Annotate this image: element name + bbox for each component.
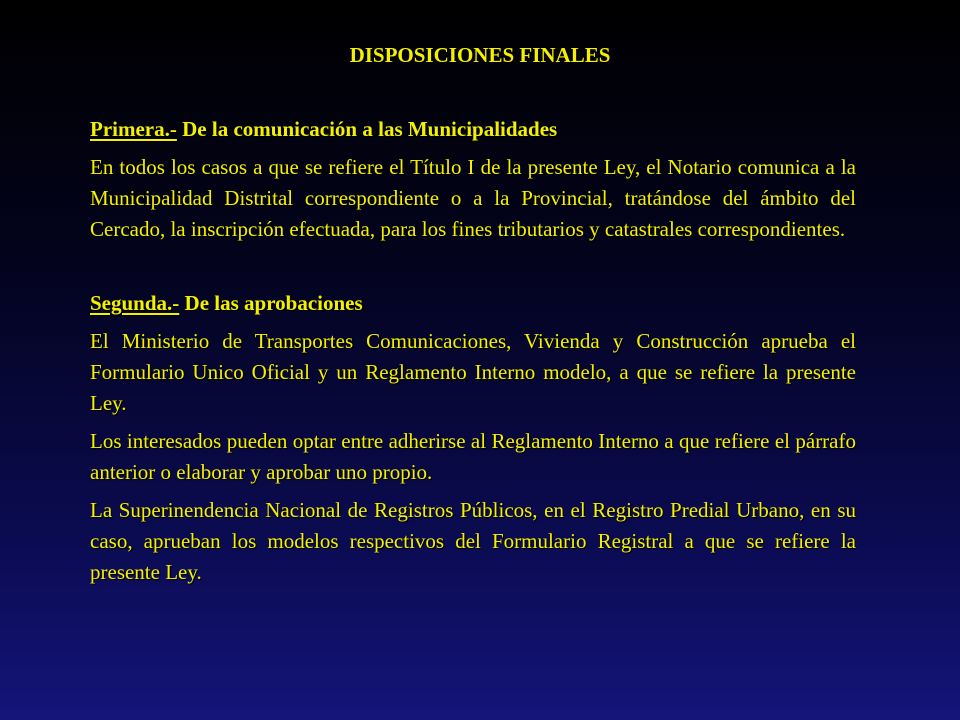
section-lead: Segunda.- (90, 291, 180, 315)
section-heading-text: De las aprobaciones (179, 291, 363, 315)
paragraph: El Ministerio de Transportes Comunicaciones, Vivienda y Construcción aprueba el Formulario Unico Oficial y un Reglamento Interno modelo, a que se refiere la presente Ley. (90, 329, 856, 415)
section-heading-text: De la comunicación a las Municipalidades (176, 117, 558, 141)
section-heading (90, 288, 856, 319)
section-segunda (90, 288, 856, 588)
paragraph: En todos los casos a que se refiere el Título I de la presente Ley, el Notario comunica a la Municipalidad Distrital correspondiente o a la Provincial, tratándose del ámbito del Cercado, la inscripción efectuada, para los fines tributarios y catastrales correspondientes. (90, 155, 856, 241)
slide-content (90, 114, 856, 595)
slide-title: DISPOSICIONES FINALES (349, 43, 611, 67)
section-lead: Primera.- (90, 117, 177, 141)
section-primera (90, 114, 856, 245)
paragraph: La Superinendencia Nacional de Registros Públicos, en el Registro Predial Urbano, en su caso, aprueban los modelos respectivos del Formulario Registral a que se refiere la presente Ley. (90, 498, 856, 584)
section-heading (90, 114, 856, 145)
paragraph: Los interesados pueden optar entre adherirse al Reglamento Interno a que refiere el párrafo anterior o elaborar y aprobar uno propio. (90, 429, 856, 484)
section-spacer (90, 252, 856, 288)
